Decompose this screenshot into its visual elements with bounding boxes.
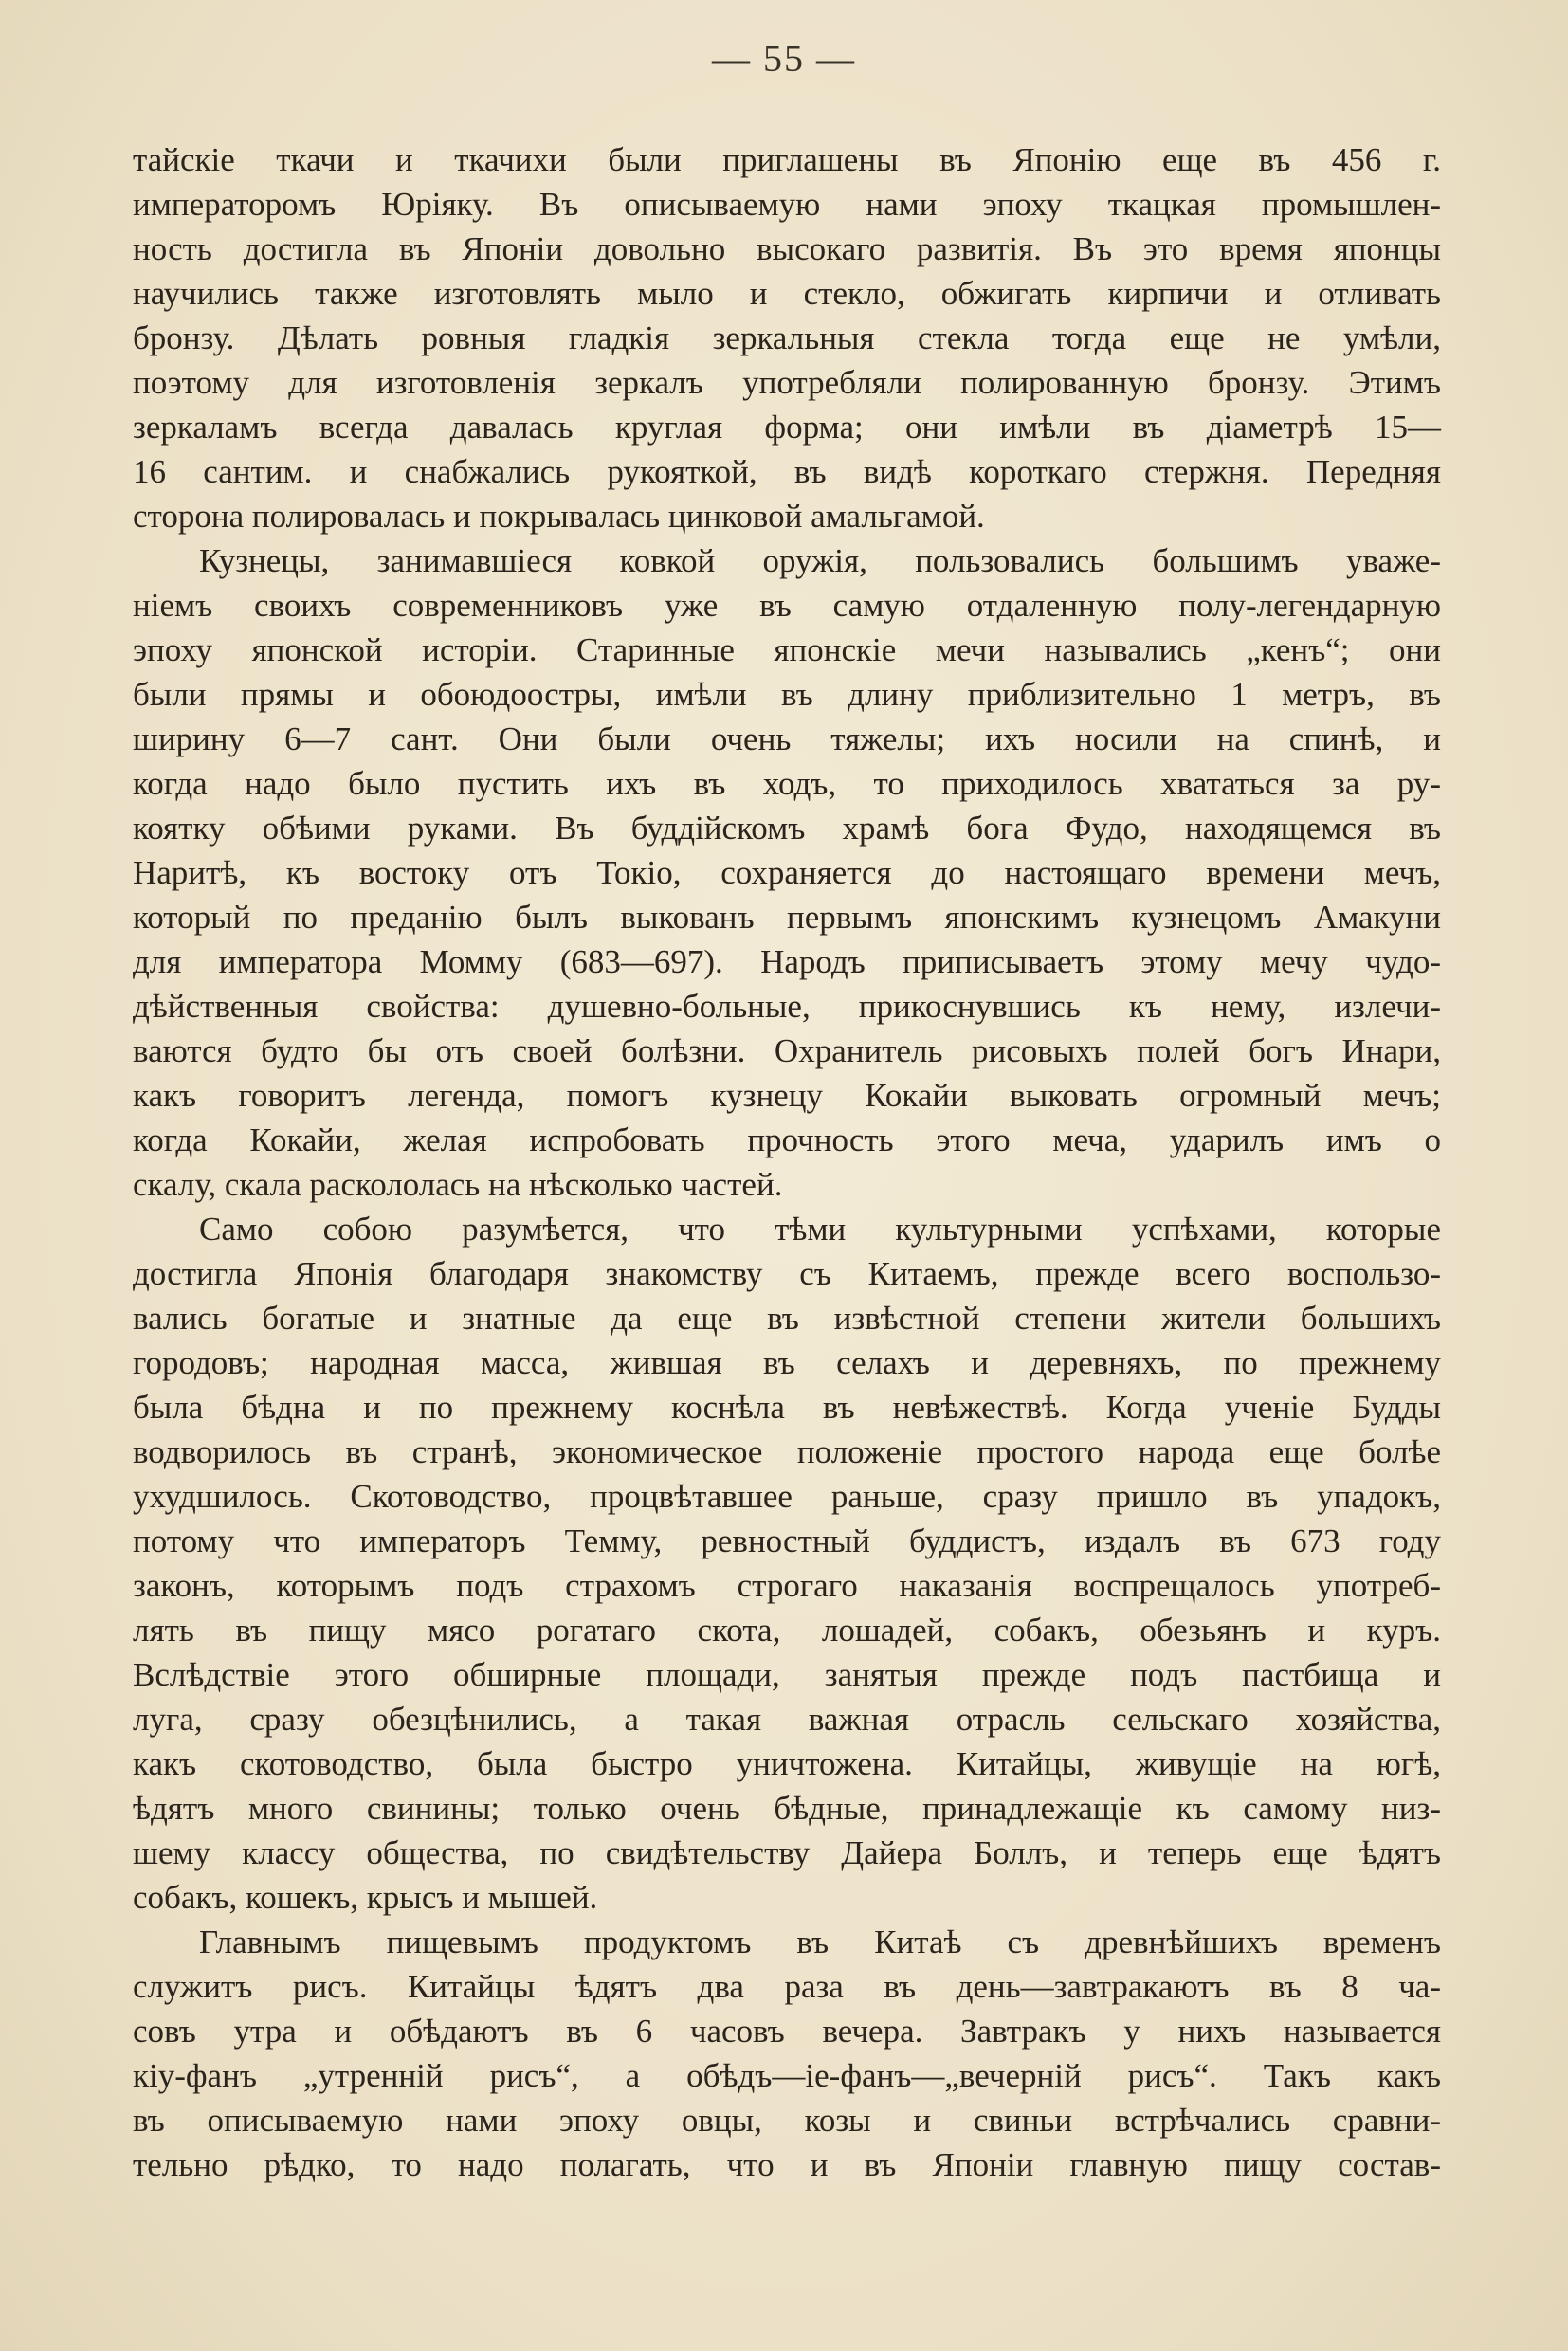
text-line: императоромъ Юріяку. Въ описываемую нами эпоху ткацкая промышлен- <box>133 186 1441 223</box>
text-line: когда Кокайи, желая испробовать прочность этого меча, ударилъ имъ о <box>133 1121 1441 1158</box>
paragraph-1 <box>133 137 1441 538</box>
text-line: были прямы и обоюдоостры, имѣли въ длину приблизительно 1 метръ, въ <box>133 676 1441 713</box>
text-line: ѣдятъ много свинины; только очень бѣдные, принадлежащіе къ самому низ- <box>133 1790 1441 1827</box>
text-line: какъ скотоводство, была быстро уничтожена. Китайцы, живущіе на югѣ, <box>133 1745 1441 1782</box>
text-line: водворилось въ странѣ, экономическое положеніе простого народа еще болѣе <box>133 1433 1441 1470</box>
text-line: собакъ, кошекъ, крысъ и мышей. <box>133 1879 598 1916</box>
text-line: когда надо было пустить ихъ въ ходъ, то приходилось хвататься за ру- <box>133 765 1441 802</box>
text-line: Наритѣ, къ востоку отъ Токіо, сохраняется до настоящаго времени мечъ, <box>133 854 1441 891</box>
text-line: достигла Японія благодаря знакомству съ Китаемъ, прежде всего воспользо- <box>133 1255 1441 1292</box>
text-line: Само собою разумѣется, что тѣми культурными успѣхами, которые <box>199 1211 1441 1248</box>
paragraph-2 <box>133 538 1441 1207</box>
text-line: Вслѣдствіе этого обширные площади, занятыя прежде подъ пастбища и <box>133 1656 1441 1693</box>
text-line: потому что императоръ Темму, ревностный буддистъ, издалъ въ 673 году <box>133 1522 1441 1559</box>
text-line: лять въ пищу мясо рогатаго скота, лошадей, собакъ, обезьянъ и куръ. <box>133 1612 1441 1649</box>
text-line: въ описываемую нами эпоху овцы, козы и свиньи встрѣчались сравни- <box>133 2102 1441 2139</box>
text-line: Главнымъ пищевымъ продуктомъ въ Китаѣ съ древнѣйшихъ временъ <box>199 1923 1441 1960</box>
text-line: была бѣдна и по прежнему коснѣла въ невѣжествѣ. Когда ученіе Будды <box>133 1389 1441 1426</box>
paragraph-4 <box>133 1920 1441 2187</box>
text-line: Кузнецы, занимавшіеся ковкой оружія, пользовались большимъ уваже- <box>199 542 1441 579</box>
text-line: скалу, скала раскололась на нѣсколько частей. <box>133 1166 783 1203</box>
text-line: какъ говоритъ легенда, помогъ кузнецу Кокайи выковать огромный мечъ; <box>133 1077 1441 1114</box>
text-line: поэтому для изготовленія зеркалъ употребляли полированную бронзу. Этимъ <box>133 364 1441 401</box>
text-line: ніемъ своихъ современниковъ уже въ самую отдаленную полу-легендарную <box>133 587 1441 624</box>
page-text <box>133 137 1441 2187</box>
text-line: служитъ рисъ. Китайцы ѣдятъ два раза въ день—завтракаютъ въ 8 ча- <box>133 1968 1441 2005</box>
text-line: 16 сантим. и снабжались рукояткой, въ видѣ короткаго стержня. Передняя <box>133 453 1441 490</box>
paragraph-3 <box>133 1207 1441 1920</box>
text-line: дѣйственныя свойства: душевно-больные, прикоснувшись къ нему, излечи- <box>133 988 1441 1025</box>
text-line: ность достигла въ Японіи довольно высокаго развитія. Въ это время японцы <box>133 230 1441 267</box>
text-line: бронзу. Дѣлать ровныя гладкія зеркальныя стекла тогда еще не умѣли, <box>133 319 1441 356</box>
text-line: сторона полировалась и покрывалась цинковой амальгамой. <box>133 498 985 535</box>
text-line: эпоху японской исторіи. Старинные японскіе мечи назывались „кенъ“; они <box>133 631 1441 668</box>
text-line: тайскіе ткачи и ткачихи были приглашены въ Японію еще въ 456 г. <box>133 141 1441 178</box>
text-line: научились также изготовлять мыло и стекло, обжигать кирпичи и отливать <box>133 275 1441 312</box>
text-line: ухудшилось. Скотоводство, процвѣтавшее раньше, сразу пришло въ упадокъ, <box>133 1478 1441 1515</box>
text-line: совъ утра и обѣдаютъ въ 6 часовъ вечера. Завтракъ у нихъ называется <box>133 2013 1441 2050</box>
text-line: законъ, которымъ подъ страхомъ строгаго наказанія воспрещалось употреб- <box>133 1567 1441 1604</box>
text-line: тельно рѣдко, то надо полагать, что и въ Японіи главную пищу состав- <box>133 2146 1441 2183</box>
text-line: ваются будто бы отъ своей болѣзни. Охранитель рисовыхъ полей богъ Инари, <box>133 1032 1441 1069</box>
text-line: который по преданію былъ выкованъ первымъ японскимъ кузнецомъ Амакуни <box>133 899 1441 936</box>
text-line: вались богатые и знатные да еще въ извѣстной степени жители большихъ <box>133 1300 1441 1337</box>
text-line: для императора Момму (683—697). Народъ приписываетъ этому мечу чудо- <box>133 943 1441 980</box>
text-line: коятку обѣими руками. Въ буддійскомъ храмѣ бога Фудо, находящемся въ <box>133 810 1441 847</box>
page-number: — 55 — <box>712 37 856 80</box>
text-line: городовъ; народная масса, жившая въ селахъ и деревняхъ, по прежнему <box>133 1344 1441 1381</box>
text-line: кіу-фанъ „утренній рисъ“, а обѣдъ—іе-фанъ—„вечерній рисъ“. Такъ какъ <box>133 2057 1441 2094</box>
text-line: луга, сразу обезцѣнились, а такая важная отрасль сельскаго хозяйства, <box>133 1701 1441 1738</box>
text-line: шему классу общества, по свидѣтельству Дайера Боллъ, и теперь еще ѣдятъ <box>133 1834 1441 1871</box>
text-line: ширину 6—7 сант. Они были очень тяжелы; ихъ носили на спинѣ, и <box>133 720 1441 757</box>
text-line: зеркаламъ всегда давалась круглая форма; они имѣли въ діаметрѣ 15— <box>133 409 1441 446</box>
